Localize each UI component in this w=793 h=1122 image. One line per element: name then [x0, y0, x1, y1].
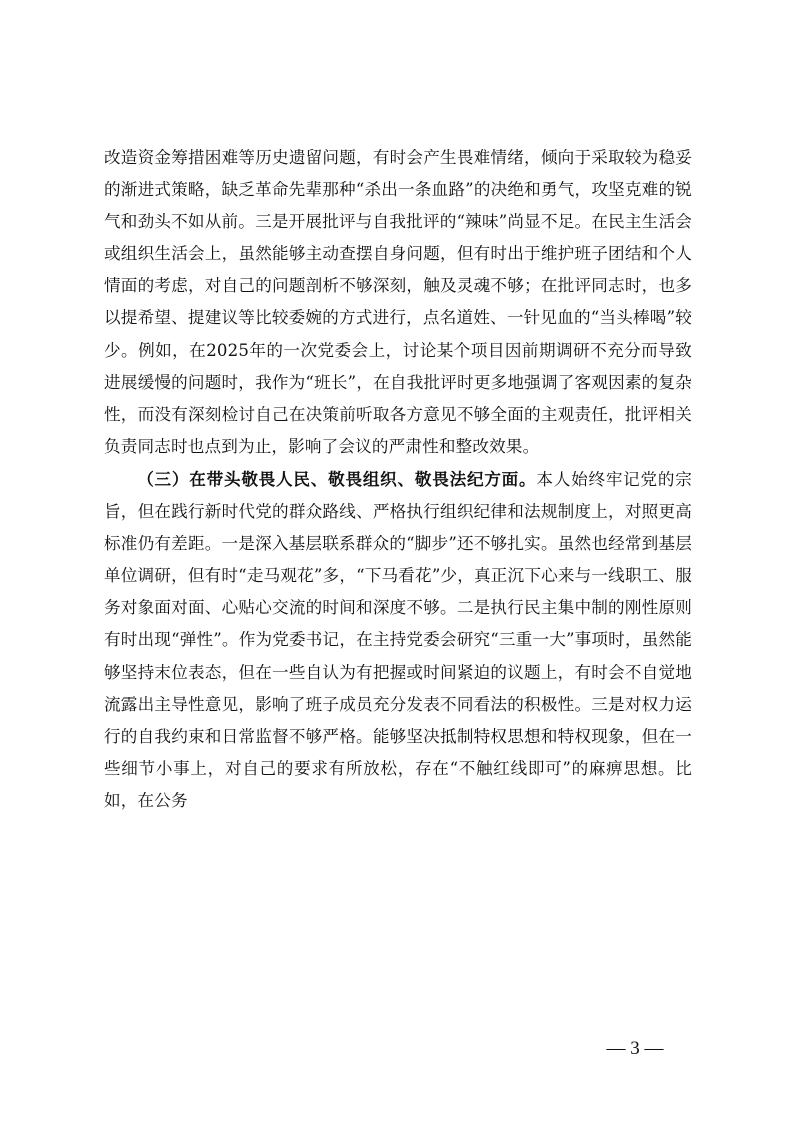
- section-body: 本人始终牢记党的宗旨，但在践行新时代党的群众路线、严格执行组织纪律和法规制度上，对照更高标准仍有差距。一是深入基层联系群众的“脚步”还不够扎实。虽然也经常到基层单位调研，但有时“走马观花”多，“下马看花”少，真正沉下心来与一线职工、服务对象面对面、心贴心交流的时间和深度不够。二是执行民主集中制的刚性原则有时出现“弹性”。作为党委书记，在主持党委会研究“三重一大”事项时，虽然能够坚持末位表态，但在一些自认为有把握或时间紧迫的议题上，有时会不自觉地流露出主导性意见，影响了班子成员充分发表不同看法的积极性。三是对权力运行的自我约束和日常监督不够严格。能够坚决抵制特权思想和特权现象，但在一些细节小事上，对自己的要求有所放松，存在“不触红线即可”的麻痹思想。比如，在公务: [104, 469, 692, 810]
- paragraph-continued: 改造资金筹措困难等历史遗留问题，有时会产生畏难情绪，倾向于采取较为稳妥的渐进式策略，缺乏革命先辈那种“杀出一条血路”的决绝和勇气，攻坚克难的锐气和劲头不如从前。三是开展批评与自我批评的“辣味”尚显不足。在民主生活会或组织生活会上，虽然能够主动查摆自身问题，但有时出于维护班子团结和个人情面的考虑，对自己的问题剖析不够深刻，触及灵魂不够；在批评同志时，也多以提希望、提建议等比较委婉的方式进行，点名道姓、一针见血的“当头棒喝”较少。例如，在2025年的一次党委会上，讨论某个项目因前期调研不充分而导致进展缓慢的问题时，我作为“班长”，在自我批评时更多地强调了客观因素的复杂性，而没有深刻检讨自己在决策前听取各方意见不够全面的主观责任，批评相关负责同志时也点到为止，影响了会议的严肃性和整改效果。: [104, 148, 692, 456]
- section-heading: （三）在带头敬畏人民、敬畏组织、敬畏法纪方面。: [137, 468, 537, 489]
- paragraph-section-three: [104, 463, 692, 817]
- page-number: — 3 —: [606, 1038, 664, 1059]
- body-text: [104, 142, 692, 817]
